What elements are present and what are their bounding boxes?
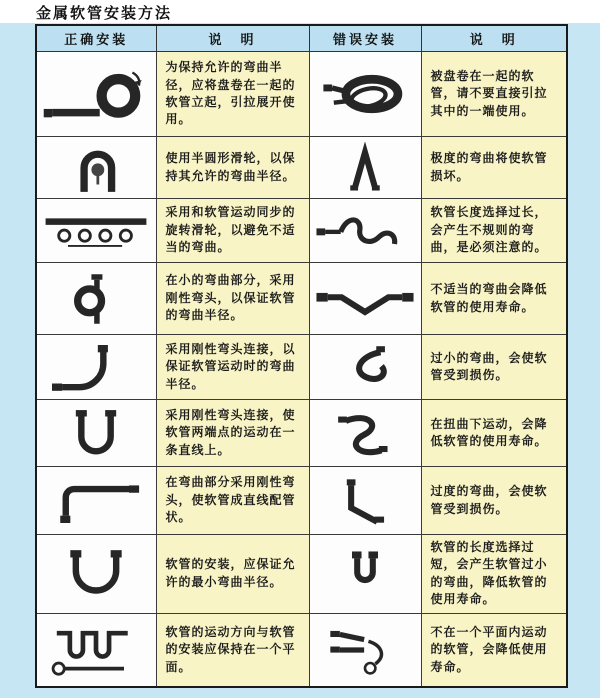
overbent-elbow-icon [313,474,417,528]
error-image-cell [309,535,421,614]
correct-desc: 在小的弯曲部分，采用刚性弯头，以保证软管的弯曲半径。 [156,263,309,335]
table-row [36,52,567,137]
error-desc: 在扭曲下运动，会降低软管的使用寿命。 [421,400,567,467]
u-shaped-inline-icon [41,406,151,460]
twisted-s-bend-icon [313,406,417,460]
semicircular-pulley-icon [41,142,151,194]
correct-image-cell [36,263,156,335]
error-image-cell [309,335,421,400]
error-desc: 软管长度选择过长，会产生不规则的弯曲，是必须注意的。 [421,199,567,263]
error-desc: 过小的弯曲，会使软管受到损伤。 [421,335,567,400]
sharp-kink-icon [313,142,417,194]
pulled-coil-icon [313,61,417,127]
error-image-cell [309,52,421,137]
planar-motion-layout-icon [40,620,152,680]
correct-desc: 使用半圆形滑轮，以保持其允许的弯曲半径。 [156,137,309,199]
error-image-cell [309,400,421,467]
table-row [36,137,567,199]
correct-image-cell [36,613,156,687]
uncoiling-hose-icon [40,58,152,130]
rotating-rollers-icon [40,205,152,257]
installation-table [35,24,568,688]
table-row [36,467,567,535]
error-desc: 软管的长度选择过短，会产生软管过小的弯曲，降低软管的使用寿命。 [421,535,567,614]
error-desc: 极度的弯曲将使软管损坏。 [421,137,567,199]
improper-v-bend-icon [313,270,417,328]
narrow-u-bend-icon [313,546,417,602]
correct-desc: 为保持允许的弯曲半径，应将盘卷在一起的软管立起，引拉展开使用。 [156,52,309,137]
correct-image-cell [36,335,156,400]
non-planar-layout-icon [313,620,417,680]
correct-desc: 软管的运动方向与软管的安装应保持在一个平面。 [156,613,309,687]
correct-image-cell [36,467,156,535]
error-image-cell [309,263,421,335]
wide-u-bend-icon [41,546,151,602]
correct-desc: 软管的安装，应保证允许的最小弯曲半径。 [156,535,309,614]
error-desc: 被盘卷在一起的软管，请不要直接引拉其中的一端使用。 [421,52,567,137]
table-row [36,335,567,400]
correct-image-cell [36,199,156,263]
correct-desc: 采用刚性弯头连接，以保证软管运动时的弯曲半径。 [156,335,309,400]
correct-image-cell [36,137,156,199]
correct-image-cell [36,400,156,467]
col-header-error: 错误安装 [309,25,421,52]
table-row [36,199,567,263]
error-desc: 不适当的弯曲会降低软管的使用寿命。 [421,263,567,335]
tight-hook-bend-icon [313,341,417,393]
table-row [36,535,567,614]
table-row [36,613,567,687]
col-header-correct: 正确安装 [36,25,156,52]
table-row [36,263,567,335]
col-header-correct-desc: 说 明 [156,25,309,52]
table-row [36,400,567,467]
rigid-elbow-loop-icon [41,270,151,328]
elbow-connected-curve-icon [41,341,151,393]
col-header-error-desc: 说 明 [421,25,567,52]
error-desc: 过度的弯曲，会使软管受到损伤。 [421,467,567,535]
correct-desc: 在弯曲部分采用刚性弯头，使软管成直线配管状。 [156,467,309,535]
irregular-bends-icon [313,205,417,257]
elbow-straight-run-icon [41,474,151,528]
correct-image-cell [36,52,156,137]
error-desc: 不在一个平面内运动的软管，会降低使用寿命。 [421,613,567,687]
error-image-cell [309,137,421,199]
correct-desc: 采用刚性弯头连接，使软管两端点的运动在一条直线上。 [156,400,309,467]
correct-image-cell [36,535,156,614]
error-image-cell [309,199,421,263]
correct-desc: 采用和软管运动同步的旋转滑轮，以避免不适当的弯曲。 [156,199,309,263]
error-image-cell [309,613,421,687]
error-image-cell [309,467,421,535]
page-title: 金属软管安装方法 [36,4,173,22]
header-row [36,25,567,52]
